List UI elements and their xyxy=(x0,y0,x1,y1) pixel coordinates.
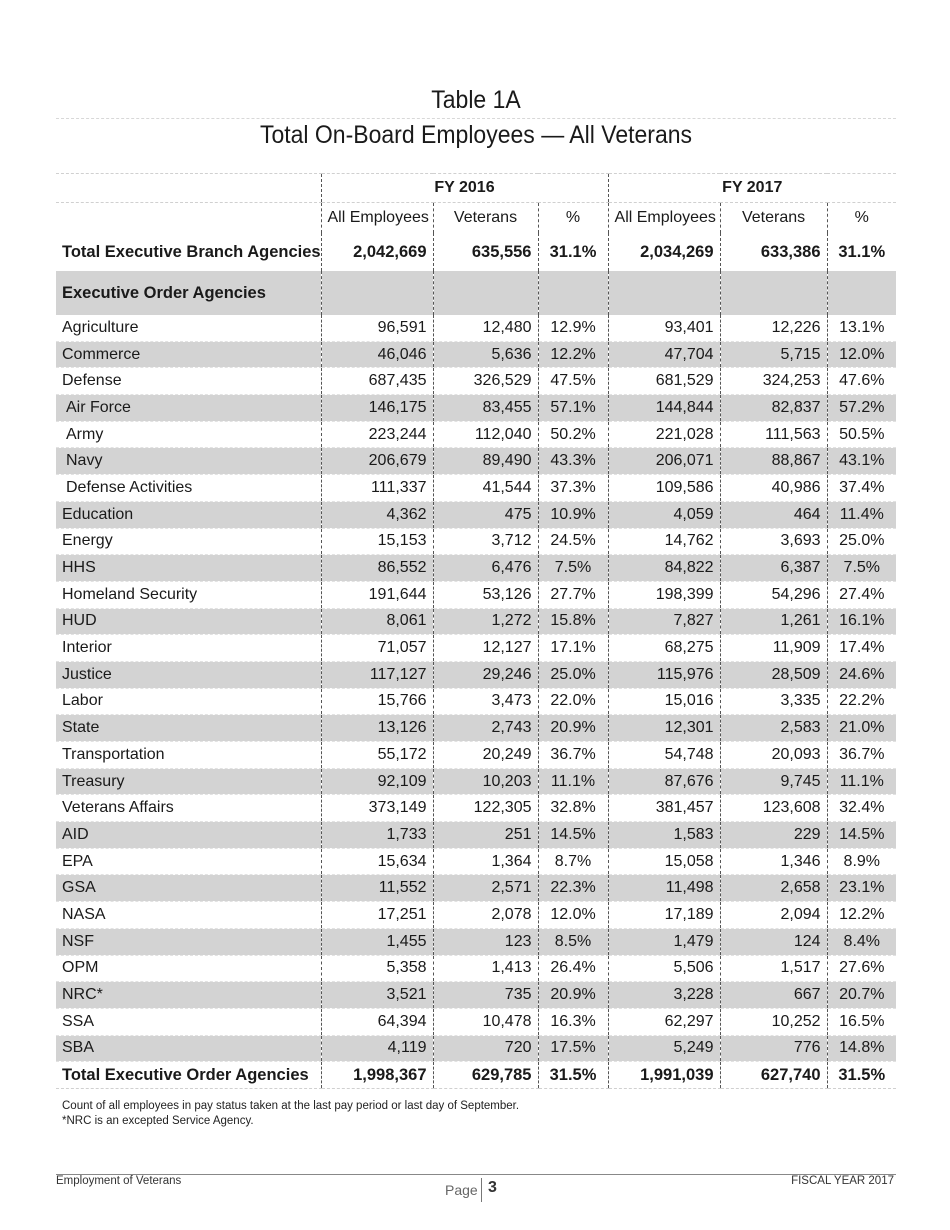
cell: 5,636 xyxy=(433,341,538,368)
agency-name: SSA xyxy=(56,1008,321,1035)
cell: 11.4% xyxy=(827,501,896,528)
agency-name: Agriculture xyxy=(56,315,321,341)
cell: 22.3% xyxy=(538,875,608,902)
veterans-employment-table xyxy=(56,173,896,1089)
cell: 12,301 xyxy=(608,715,720,742)
cell: 93,401 xyxy=(608,315,720,341)
cell: 47,704 xyxy=(608,341,720,368)
agency-name: State xyxy=(56,715,321,742)
table-row xyxy=(56,822,896,849)
cell: 1,272 xyxy=(433,608,538,635)
agency-name: EPA xyxy=(56,848,321,875)
empty-cell xyxy=(538,271,608,315)
cell: 53,126 xyxy=(433,581,538,608)
agency-name: Labor xyxy=(56,688,321,715)
cell: 17.5% xyxy=(538,1035,608,1062)
cell: 326,529 xyxy=(433,368,538,395)
empty-cell xyxy=(827,271,896,315)
table-row xyxy=(56,341,896,368)
agency-name: HUD xyxy=(56,608,321,635)
cell: 71,057 xyxy=(321,635,433,662)
cell: 667 xyxy=(720,982,827,1009)
cell: 5,249 xyxy=(608,1035,720,1062)
cell: 112,040 xyxy=(433,421,538,448)
cell: 29,246 xyxy=(433,661,538,688)
cell: 46,046 xyxy=(321,341,433,368)
total-eo-row xyxy=(56,1062,896,1089)
cell: 1,413 xyxy=(433,955,538,982)
group-header-row xyxy=(56,271,896,315)
cell: 17,189 xyxy=(608,902,720,929)
cell: 206,679 xyxy=(321,448,433,475)
cell: 1,517 xyxy=(720,955,827,982)
cell: 223,244 xyxy=(321,421,433,448)
cell: 14,762 xyxy=(608,528,720,555)
cell: 2,042,669 xyxy=(321,233,433,271)
cell: 15,058 xyxy=(608,848,720,875)
cell: 62,297 xyxy=(608,1008,720,1035)
cell: 9,745 xyxy=(720,768,827,795)
cell: 32.8% xyxy=(538,795,608,822)
cell: 8.5% xyxy=(538,928,608,955)
agency-name: Education xyxy=(56,501,321,528)
cell: 4,362 xyxy=(321,501,433,528)
cell: 324,253 xyxy=(720,368,827,395)
cell: 4,059 xyxy=(608,501,720,528)
agency-name: NRC* xyxy=(56,982,321,1009)
cell: 57.2% xyxy=(827,395,896,422)
cell: 15.8% xyxy=(538,608,608,635)
group-header-label: Executive Order Agencies xyxy=(56,271,321,315)
agency-name: Commerce xyxy=(56,341,321,368)
cell: 681,529 xyxy=(608,368,720,395)
cell: 32.4% xyxy=(827,795,896,822)
cell: 12.0% xyxy=(538,902,608,929)
page-separator xyxy=(481,1178,482,1202)
cell: 17,251 xyxy=(321,902,433,929)
cell: 11,498 xyxy=(608,875,720,902)
cell: 10,478 xyxy=(433,1008,538,1035)
cell: 50.5% xyxy=(827,421,896,448)
total-branch-label: Total Executive Branch Agencies xyxy=(62,242,321,261)
cell: 464 xyxy=(720,501,827,528)
table-row xyxy=(56,1008,896,1035)
cell: 10,203 xyxy=(433,768,538,795)
cell: 8.9% xyxy=(827,848,896,875)
cell: 84,822 xyxy=(608,555,720,582)
percent-2016-header: % xyxy=(538,203,608,234)
table-row xyxy=(56,1035,896,1062)
blank-subheader-cell xyxy=(56,203,321,234)
table-row xyxy=(56,715,896,742)
cell: 37.4% xyxy=(827,475,896,502)
cell: 47.6% xyxy=(827,368,896,395)
cell: 25.0% xyxy=(827,528,896,555)
cell: 635,556 xyxy=(433,233,538,271)
footer-fiscal-year: FISCAL YEAR 2017 xyxy=(791,1175,894,1187)
cell: 12.9% xyxy=(538,315,608,341)
cell: 475 xyxy=(433,501,538,528)
cell: 31.5% xyxy=(827,1062,896,1089)
cell: 117,127 xyxy=(321,661,433,688)
cell: 2,658 xyxy=(720,875,827,902)
agency-name: Homeland Security xyxy=(56,581,321,608)
table-row xyxy=(56,955,896,982)
cell: 1,455 xyxy=(321,928,433,955)
cell: 2,094 xyxy=(720,902,827,929)
cell: 10,252 xyxy=(720,1008,827,1035)
percent-2017-header: % xyxy=(827,203,896,234)
table-row xyxy=(56,875,896,902)
cell: 27.7% xyxy=(538,581,608,608)
cell: 720 xyxy=(433,1035,538,1062)
cell: 111,337 xyxy=(321,475,433,502)
cell: 2,743 xyxy=(433,715,538,742)
page-number: 3 xyxy=(488,1179,497,1196)
cell: 12,226 xyxy=(720,315,827,341)
table-row xyxy=(56,581,896,608)
cell: 381,457 xyxy=(608,795,720,822)
cell: 15,766 xyxy=(321,688,433,715)
table-row xyxy=(56,528,896,555)
cell: 22.0% xyxy=(538,688,608,715)
table-row xyxy=(56,982,896,1009)
cell: 31.5% xyxy=(538,1062,608,1089)
cell: 2,571 xyxy=(433,875,538,902)
cell: 1,479 xyxy=(608,928,720,955)
table-row xyxy=(56,368,896,395)
cell: 14.8% xyxy=(827,1035,896,1062)
all-employees-2016-header: All Employees xyxy=(321,203,433,234)
table-row xyxy=(56,661,896,688)
cell: 24.6% xyxy=(827,661,896,688)
fy2017-header: FY 2017 xyxy=(608,174,896,203)
cell: 12,127 xyxy=(433,635,538,662)
cell: 1,733 xyxy=(321,822,433,849)
cell: 55,172 xyxy=(321,742,433,769)
cell: 3,693 xyxy=(720,528,827,555)
cell: 115,976 xyxy=(608,661,720,688)
cell: 14.5% xyxy=(827,822,896,849)
blank-header-cell xyxy=(56,174,321,203)
cell: 1,998,367 xyxy=(321,1062,433,1089)
cell: 8.4% xyxy=(827,928,896,955)
footer-document-title: Employment of Veterans xyxy=(56,1175,182,1187)
table-row xyxy=(56,795,896,822)
cell: 31.1% xyxy=(827,233,896,271)
table-row xyxy=(56,928,896,955)
cell: 27.4% xyxy=(827,581,896,608)
empty-cell xyxy=(321,271,433,315)
cell: 3,335 xyxy=(720,688,827,715)
empty-cell xyxy=(608,271,720,315)
agency-name: Navy xyxy=(56,448,321,475)
cell: 89,490 xyxy=(433,448,538,475)
agency-name: NASA xyxy=(56,902,321,929)
total-eo-label: Total Executive Order Agencies xyxy=(56,1062,321,1089)
cell: 12,480 xyxy=(433,315,538,341)
cell: 11.1% xyxy=(538,768,608,795)
cell: 21.0% xyxy=(827,715,896,742)
cell: 15,634 xyxy=(321,848,433,875)
cell: 198,399 xyxy=(608,581,720,608)
cell: 11.1% xyxy=(827,768,896,795)
footer-divider xyxy=(56,1174,896,1175)
cell: 122,305 xyxy=(433,795,538,822)
cell: 629,785 xyxy=(433,1062,538,1089)
agency-name: NSF xyxy=(56,928,321,955)
cell: 23.1% xyxy=(827,875,896,902)
cell: 627,740 xyxy=(720,1062,827,1089)
note-line: Count of all employees in pay status taken at the last pay period or last day of September. xyxy=(62,1100,520,1112)
cell: 776 xyxy=(720,1035,827,1062)
cell: 633,386 xyxy=(720,233,827,271)
cell: 28,509 xyxy=(720,661,827,688)
cell: 15,153 xyxy=(321,528,433,555)
page-label: Page xyxy=(445,1182,478,1198)
agency-name: Treasury xyxy=(56,768,321,795)
cell: 3,521 xyxy=(321,982,433,1009)
cell: 2,583 xyxy=(720,715,827,742)
cell: 123,608 xyxy=(720,795,827,822)
cell: 57.1% xyxy=(538,395,608,422)
cell: 2,034,269 xyxy=(608,233,720,271)
agency-name: Transportation xyxy=(56,742,321,769)
table-row xyxy=(56,501,896,528)
cell: 1,583 xyxy=(608,822,720,849)
cell: 15,016 xyxy=(608,688,720,715)
cell: 10.9% xyxy=(538,501,608,528)
cell: 5,715 xyxy=(720,341,827,368)
table-row xyxy=(56,768,896,795)
cell: 13,126 xyxy=(321,715,433,742)
cell: 88,867 xyxy=(720,448,827,475)
cell: 54,296 xyxy=(720,581,827,608)
cell: 83,455 xyxy=(433,395,538,422)
cell: 20,093 xyxy=(720,742,827,769)
cell: 12.2% xyxy=(827,902,896,929)
table-row xyxy=(56,902,896,929)
cell: 20.7% xyxy=(827,982,896,1009)
column-header-row xyxy=(56,203,896,234)
cell: 36.7% xyxy=(538,742,608,769)
agency-name: Defense xyxy=(56,368,321,395)
cell: 6,387 xyxy=(720,555,827,582)
cell: 47.5% xyxy=(538,368,608,395)
cell: 7,827 xyxy=(608,608,720,635)
cell: 111,563 xyxy=(720,421,827,448)
cell: 25.0% xyxy=(538,661,608,688)
cell: 6,476 xyxy=(433,555,538,582)
agency-name: OPM xyxy=(56,955,321,982)
cell: 27.6% xyxy=(827,955,896,982)
table-row xyxy=(56,742,896,769)
cell: 16.1% xyxy=(827,608,896,635)
cell: 124 xyxy=(720,928,827,955)
table-number: Table 1A xyxy=(431,86,521,114)
table-row xyxy=(56,555,896,582)
cell: 123 xyxy=(433,928,538,955)
cell: 20,249 xyxy=(433,742,538,769)
cell: 735 xyxy=(433,982,538,1009)
cell: 31.1% xyxy=(538,233,608,271)
table-row xyxy=(56,688,896,715)
cell: 50.2% xyxy=(538,421,608,448)
cell: 41,544 xyxy=(433,475,538,502)
cell: 3,712 xyxy=(433,528,538,555)
agency-name: Veterans Affairs xyxy=(56,795,321,822)
veterans-2017-header: Veterans xyxy=(720,203,827,234)
cell: 109,586 xyxy=(608,475,720,502)
cell: 37.3% xyxy=(538,475,608,502)
cell: 14.5% xyxy=(538,822,608,849)
cell: 4,119 xyxy=(321,1035,433,1062)
cell: 5,358 xyxy=(321,955,433,982)
note-line: *NRC is an excepted Service Agency. xyxy=(62,1114,254,1127)
agency-name: AID xyxy=(56,822,321,849)
cell: 1,261 xyxy=(720,608,827,635)
cell: 229 xyxy=(720,822,827,849)
cell: 96,591 xyxy=(321,315,433,341)
agency-name: SBA xyxy=(56,1035,321,1062)
cell: 3,473 xyxy=(433,688,538,715)
cell: 206,071 xyxy=(608,448,720,475)
cell: 11,909 xyxy=(720,635,827,662)
fiscal-year-header-row xyxy=(56,174,896,203)
cell: 43.1% xyxy=(827,448,896,475)
cell: 687,435 xyxy=(321,368,433,395)
cell: 144,844 xyxy=(608,395,720,422)
cell: 13.1% xyxy=(827,315,896,341)
cell: 26.4% xyxy=(538,955,608,982)
cell: 16.5% xyxy=(827,1008,896,1035)
cell: 24.5% xyxy=(538,528,608,555)
cell: 43.3% xyxy=(538,448,608,475)
table-row xyxy=(56,448,896,475)
cell: 1,364 xyxy=(433,848,538,875)
cell: 40,986 xyxy=(720,475,827,502)
table-row xyxy=(56,608,896,635)
table-title: Total On-Board Employees — All Veterans xyxy=(259,121,693,149)
table-row xyxy=(56,315,896,341)
table-row xyxy=(56,848,896,875)
table-row xyxy=(56,635,896,662)
agency-name: Interior xyxy=(56,635,321,662)
veterans-2016-header: Veterans xyxy=(433,203,538,234)
all-employees-2017-header: All Employees xyxy=(608,203,720,234)
agency-name: HHS xyxy=(56,555,321,582)
cell: 86,552 xyxy=(321,555,433,582)
cell: 82,837 xyxy=(720,395,827,422)
cell: 36.7% xyxy=(827,742,896,769)
agency-name: Air Force xyxy=(56,395,321,422)
cell: 221,028 xyxy=(608,421,720,448)
cell: 17.1% xyxy=(538,635,608,662)
cell: 8.7% xyxy=(538,848,608,875)
table-row xyxy=(56,475,896,502)
cell: 64,394 xyxy=(321,1008,433,1035)
cell: 3,228 xyxy=(608,982,720,1009)
fy2016-header: FY 2016 xyxy=(321,174,608,203)
cell: 54,748 xyxy=(608,742,720,769)
table-title-block xyxy=(56,84,896,151)
cell: 11,552 xyxy=(321,875,433,902)
cell: 22.2% xyxy=(827,688,896,715)
cell: 20.9% xyxy=(538,982,608,1009)
cell: 1,991,039 xyxy=(608,1062,720,1089)
cell: 7.5% xyxy=(827,555,896,582)
empty-cell xyxy=(720,271,827,315)
agency-name: Justice xyxy=(56,661,321,688)
cell: 7.5% xyxy=(538,555,608,582)
cell: 8,061 xyxy=(321,608,433,635)
cell: 87,676 xyxy=(608,768,720,795)
table-row xyxy=(56,421,896,448)
cell: 373,149 xyxy=(321,795,433,822)
total-branch-row xyxy=(56,233,896,271)
table-notes xyxy=(62,1099,519,1128)
agency-name: Defense Activities xyxy=(56,475,321,502)
cell: 251 xyxy=(433,822,538,849)
cell: 12.0% xyxy=(827,341,896,368)
table-row xyxy=(56,395,896,422)
cell: 146,175 xyxy=(321,395,433,422)
cell: 68,275 xyxy=(608,635,720,662)
cell: 92,109 xyxy=(321,768,433,795)
cell: 5,506 xyxy=(608,955,720,982)
cell: 191,644 xyxy=(321,581,433,608)
agency-name: Energy xyxy=(56,528,321,555)
cell: 2,078 xyxy=(433,902,538,929)
empty-cell xyxy=(433,271,538,315)
agency-name: Army xyxy=(56,421,321,448)
cell: 17.4% xyxy=(827,635,896,662)
cell: 16.3% xyxy=(538,1008,608,1035)
cell: 20.9% xyxy=(538,715,608,742)
cell: 12.2% xyxy=(538,341,608,368)
agency-name: GSA xyxy=(56,875,321,902)
cell: 1,346 xyxy=(720,848,827,875)
